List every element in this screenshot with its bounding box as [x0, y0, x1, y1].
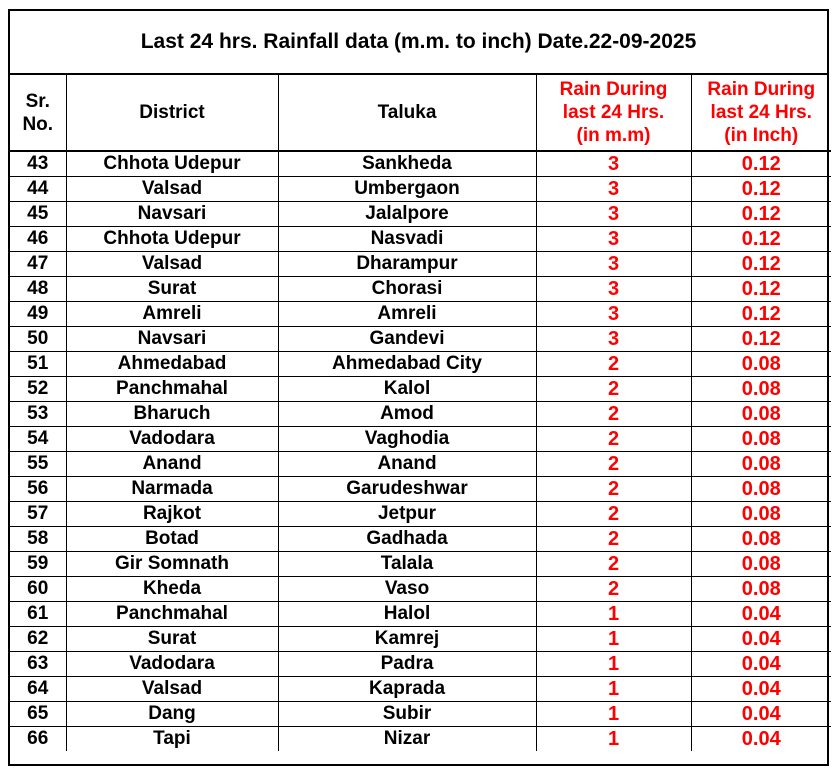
rain-mm-cell: 2: [536, 427, 691, 452]
district-cell: Surat: [66, 277, 278, 302]
sr-no-cell: 46: [10, 227, 66, 252]
taluka-cell: Kamrej: [278, 627, 536, 652]
taluka-cell: Vaso: [278, 577, 536, 602]
district-cell: Gir Somnath: [66, 552, 278, 577]
rain-inch-cell: 0.08: [691, 427, 831, 452]
header-mm-line2: last 24 Hrs.: [562, 102, 665, 123]
taluka-cell: Amod: [278, 402, 536, 427]
rain-inch-cell: 0.04: [691, 627, 831, 652]
table-row: [10, 702, 831, 727]
rain-mm-cell: 3: [536, 302, 691, 327]
sr-no-cell: 59: [10, 552, 66, 577]
header-sr-no: [10, 75, 66, 151]
taluka-cell: Gadhada: [278, 527, 536, 552]
sr-no-cell: 65: [10, 702, 66, 727]
sr-no-cell: 45: [10, 202, 66, 227]
header-row: [10, 75, 831, 151]
rain-inch-cell: 0.12: [691, 202, 831, 227]
sr-no-cell: 66: [10, 727, 66, 752]
taluka-cell: Nasvadi: [278, 227, 536, 252]
rain-mm-cell: 3: [536, 327, 691, 352]
taluka-cell: Jetpur: [278, 502, 536, 527]
sr-no-cell: 44: [10, 177, 66, 202]
rain-inch-cell: 0.04: [691, 677, 831, 702]
header-sr-line1: Sr.: [25, 90, 50, 112]
header-district: District: [66, 75, 278, 151]
rain-inch-cell: 0.08: [691, 352, 831, 377]
header-inch-line2: last 24 Hrs.: [710, 102, 812, 123]
rain-inch-cell: 0.08: [691, 552, 831, 577]
rain-inch-cell: 0.12: [691, 327, 831, 352]
rain-mm-cell: 2: [536, 577, 691, 602]
district-cell: Navsari: [66, 202, 278, 227]
taluka-cell: Chorasi: [278, 277, 536, 302]
taluka-cell: Jalalpore: [278, 202, 536, 227]
rain-mm-cell: 1: [536, 602, 691, 627]
district-cell: Bharuch: [66, 402, 278, 427]
table-row: [10, 527, 831, 552]
district-cell: Ahmedabad: [66, 352, 278, 377]
table-row: [10, 227, 831, 252]
sr-no-cell: 61: [10, 602, 66, 627]
rain-mm-cell: 2: [536, 377, 691, 402]
sr-no-cell: 64: [10, 677, 66, 702]
sr-no-cell: 48: [10, 277, 66, 302]
rain-mm-cell: 2: [536, 502, 691, 527]
rain-mm-cell: 2: [536, 552, 691, 577]
table-row: [10, 677, 831, 702]
taluka-cell: Nizar: [278, 727, 536, 752]
sr-no-cell: 53: [10, 402, 66, 427]
rain-inch-cell: 0.08: [691, 577, 831, 602]
sr-no-cell: 47: [10, 252, 66, 277]
rain-mm-cell: 1: [536, 677, 691, 702]
table-row: [10, 602, 831, 627]
rain-inch-cell: 0.08: [691, 452, 831, 477]
sr-no-cell: 58: [10, 527, 66, 552]
rain-inch-cell: 0.04: [691, 602, 831, 627]
sr-no-cell: 52: [10, 377, 66, 402]
taluka-cell: Kalol: [278, 377, 536, 402]
rain-inch-cell: 0.08: [691, 502, 831, 527]
sr-no-cell: 62: [10, 627, 66, 652]
table-row: [10, 302, 831, 327]
district-cell: Tapi: [66, 727, 278, 752]
sr-no-cell: 57: [10, 502, 66, 527]
rain-inch-cell: 0.04: [691, 727, 831, 752]
header-mm-line1: Rain During: [559, 79, 668, 100]
rain-mm-cell: 2: [536, 352, 691, 377]
rain-inch-cell: 0.08: [691, 527, 831, 552]
header-rain-mm: [536, 75, 691, 151]
header-inch-line1: Rain During: [707, 79, 816, 100]
table-row: [10, 652, 831, 677]
district-cell: Chhota Udepur: [66, 227, 278, 252]
rain-mm-cell: 1: [536, 627, 691, 652]
rain-mm-cell: 3: [536, 252, 691, 277]
district-cell: Vadodara: [66, 427, 278, 452]
rain-mm-cell: 3: [536, 177, 691, 202]
table-row: [10, 577, 831, 602]
report-title: Last 24 hrs. Rainfall data (m.m. to inch) Date.22-09-2025: [10, 11, 827, 75]
header-rain-inch: [691, 75, 831, 151]
district-cell: Amreli: [66, 302, 278, 327]
rain-inch-cell: 0.12: [691, 302, 831, 327]
taluka-cell: Dharampur: [278, 252, 536, 277]
taluka-cell: Ahmedabad City: [278, 352, 536, 377]
table-body: [10, 151, 831, 751]
taluka-cell: Vaghodia: [278, 427, 536, 452]
rain-inch-cell: 0.12: [691, 151, 831, 177]
district-cell: Narmada: [66, 477, 278, 502]
sr-no-cell: 55: [10, 452, 66, 477]
table-row: [10, 452, 831, 477]
table-row: [10, 727, 831, 752]
sr-no-cell: 60: [10, 577, 66, 602]
district-cell: Navsari: [66, 327, 278, 352]
taluka-cell: Padra: [278, 652, 536, 677]
district-cell: Rajkot: [66, 502, 278, 527]
table-row: [10, 151, 831, 177]
sr-no-cell: 54: [10, 427, 66, 452]
taluka-cell: Garudeshwar: [278, 477, 536, 502]
rain-mm-cell: 3: [536, 227, 691, 252]
table-row: [10, 552, 831, 577]
rain-mm-cell: 2: [536, 527, 691, 552]
rain-mm-cell: 3: [536, 277, 691, 302]
rain-mm-cell: 3: [536, 151, 691, 177]
taluka-cell: Umbergaon: [278, 177, 536, 202]
district-cell: Dang: [66, 702, 278, 727]
taluka-cell: Gandevi: [278, 327, 536, 352]
district-cell: Panchmahal: [66, 602, 278, 627]
district-cell: Panchmahal: [66, 377, 278, 402]
sr-no-cell: 50: [10, 327, 66, 352]
rain-mm-cell: 1: [536, 727, 691, 752]
rain-mm-cell: 1: [536, 702, 691, 727]
district-cell: Valsad: [66, 252, 278, 277]
rain-inch-cell: 0.08: [691, 377, 831, 402]
rain-inch-cell: 0.12: [691, 227, 831, 252]
district-cell: Anand: [66, 452, 278, 477]
rainfall-table: [10, 75, 831, 751]
taluka-cell: Sankheda: [278, 151, 536, 177]
table-row: [10, 177, 831, 202]
rain-inch-cell: 0.08: [691, 402, 831, 427]
table-row: [10, 202, 831, 227]
table-row: [10, 327, 831, 352]
district-cell: Valsad: [66, 177, 278, 202]
rain-inch-cell: 0.04: [691, 702, 831, 727]
rain-inch-cell: 0.12: [691, 177, 831, 202]
table-row: [10, 502, 831, 527]
table-row: [10, 477, 831, 502]
header-sr-line2: No.: [22, 113, 54, 135]
taluka-cell: Talala: [278, 552, 536, 577]
rainfall-report: [8, 9, 829, 766]
district-cell: Kheda: [66, 577, 278, 602]
table-row: [10, 377, 831, 402]
rain-mm-cell: 1: [536, 652, 691, 677]
rain-inch-cell: 0.08: [691, 477, 831, 502]
district-cell: Surat: [66, 627, 278, 652]
district-cell: Botad: [66, 527, 278, 552]
district-cell: Chhota Udepur: [66, 151, 278, 177]
sr-no-cell: 51: [10, 352, 66, 377]
table-row: [10, 402, 831, 427]
district-cell: Valsad: [66, 677, 278, 702]
table-row: [10, 627, 831, 652]
rain-inch-cell: 0.12: [691, 252, 831, 277]
taluka-cell: Subir: [278, 702, 536, 727]
table-row: [10, 252, 831, 277]
sr-no-cell: 43: [10, 151, 66, 177]
taluka-cell: Halol: [278, 602, 536, 627]
sr-no-cell: 49: [10, 302, 66, 327]
table-row: [10, 352, 831, 377]
taluka-cell: Amreli: [278, 302, 536, 327]
taluka-cell: Kaprada: [278, 677, 536, 702]
district-cell: Vadodara: [66, 652, 278, 677]
table-row: [10, 277, 831, 302]
header-inch-line3: (in Inch): [724, 125, 799, 146]
sr-no-cell: 63: [10, 652, 66, 677]
table-row: [10, 427, 831, 452]
rain-mm-cell: 3: [536, 202, 691, 227]
taluka-cell: Anand: [278, 452, 536, 477]
rain-inch-cell: 0.12: [691, 277, 831, 302]
rain-inch-cell: 0.04: [691, 652, 831, 677]
rain-mm-cell: 2: [536, 452, 691, 477]
header-mm-line3: (in m.m): [576, 125, 651, 146]
header-taluka: Taluka: [278, 75, 536, 151]
rain-mm-cell: 2: [536, 402, 691, 427]
rain-mm-cell: 2: [536, 477, 691, 502]
sr-no-cell: 56: [10, 477, 66, 502]
